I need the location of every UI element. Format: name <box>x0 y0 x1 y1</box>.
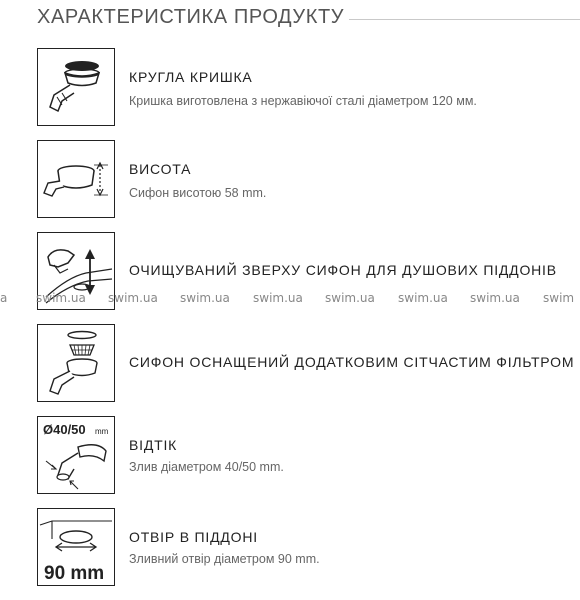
mesh-filter-icon <box>37 324 115 402</box>
watermark-text: swim.ua <box>108 291 158 305</box>
watermark-text: swim.ua <box>325 291 375 305</box>
feature-title: ВІДТІК <box>129 437 178 453</box>
feature-round-cover <box>37 48 577 126</box>
feature-title: ОЧИЩУВАНИЙ ЗВЕРХУ СИФОН ДЛЯ ДУШОВИХ ПІДДОНІВ <box>129 262 557 278</box>
header-divider <box>349 19 580 20</box>
feature-description: Зливний отвір діаметром 90 mm. <box>129 552 320 566</box>
watermark-edge-left: a <box>0 291 8 305</box>
outlet-diameter-label: Ø40/50 <box>43 422 86 437</box>
round-cover-icon <box>37 48 115 126</box>
tray-hole-icon <box>37 508 115 586</box>
outlet-icon <box>37 416 115 494</box>
height-icon <box>37 140 115 218</box>
feature-tray-hole <box>37 508 577 586</box>
section-title: ХАРАКТЕРИСТИКА ПРОДУКТУ <box>37 6 345 28</box>
tray-hole-size-label: 90 mm <box>44 563 105 584</box>
feature-title: ВИСОТА <box>129 161 192 177</box>
feature-height <box>37 140 577 218</box>
watermark-text: swim.ua <box>36 291 86 305</box>
feature-title: КРУГЛА КРИШКА <box>129 69 253 85</box>
section-header <box>37 2 577 34</box>
feature-description: Кришка виготовлена з нержавіючої сталі діаметром 120 мм. <box>129 94 477 108</box>
feature-mesh-filter <box>37 324 577 402</box>
watermark-text: swim.ua <box>180 291 230 305</box>
outlet-unit-label: mm <box>95 427 109 436</box>
watermark-text: swim.ua <box>398 291 448 305</box>
feature-description: Злив діаметром 40/50 mm. <box>129 460 284 474</box>
watermark-edge-right: swim <box>543 291 575 305</box>
feature-description: Сифон висотою 58 mm. <box>129 186 267 200</box>
feature-title: ОТВІР В ПІДДОНІ <box>129 529 258 545</box>
feature-title: СИФОН ОСНАЩЕНИЙ ДОДАТКОВИМ СІТЧАСТИМ ФІЛЬТРОМ <box>129 354 575 370</box>
watermark-text: swim.ua <box>253 291 303 305</box>
watermark-row <box>0 291 580 305</box>
feature-outlet <box>37 416 577 494</box>
watermark-text: swim.ua <box>470 291 520 305</box>
